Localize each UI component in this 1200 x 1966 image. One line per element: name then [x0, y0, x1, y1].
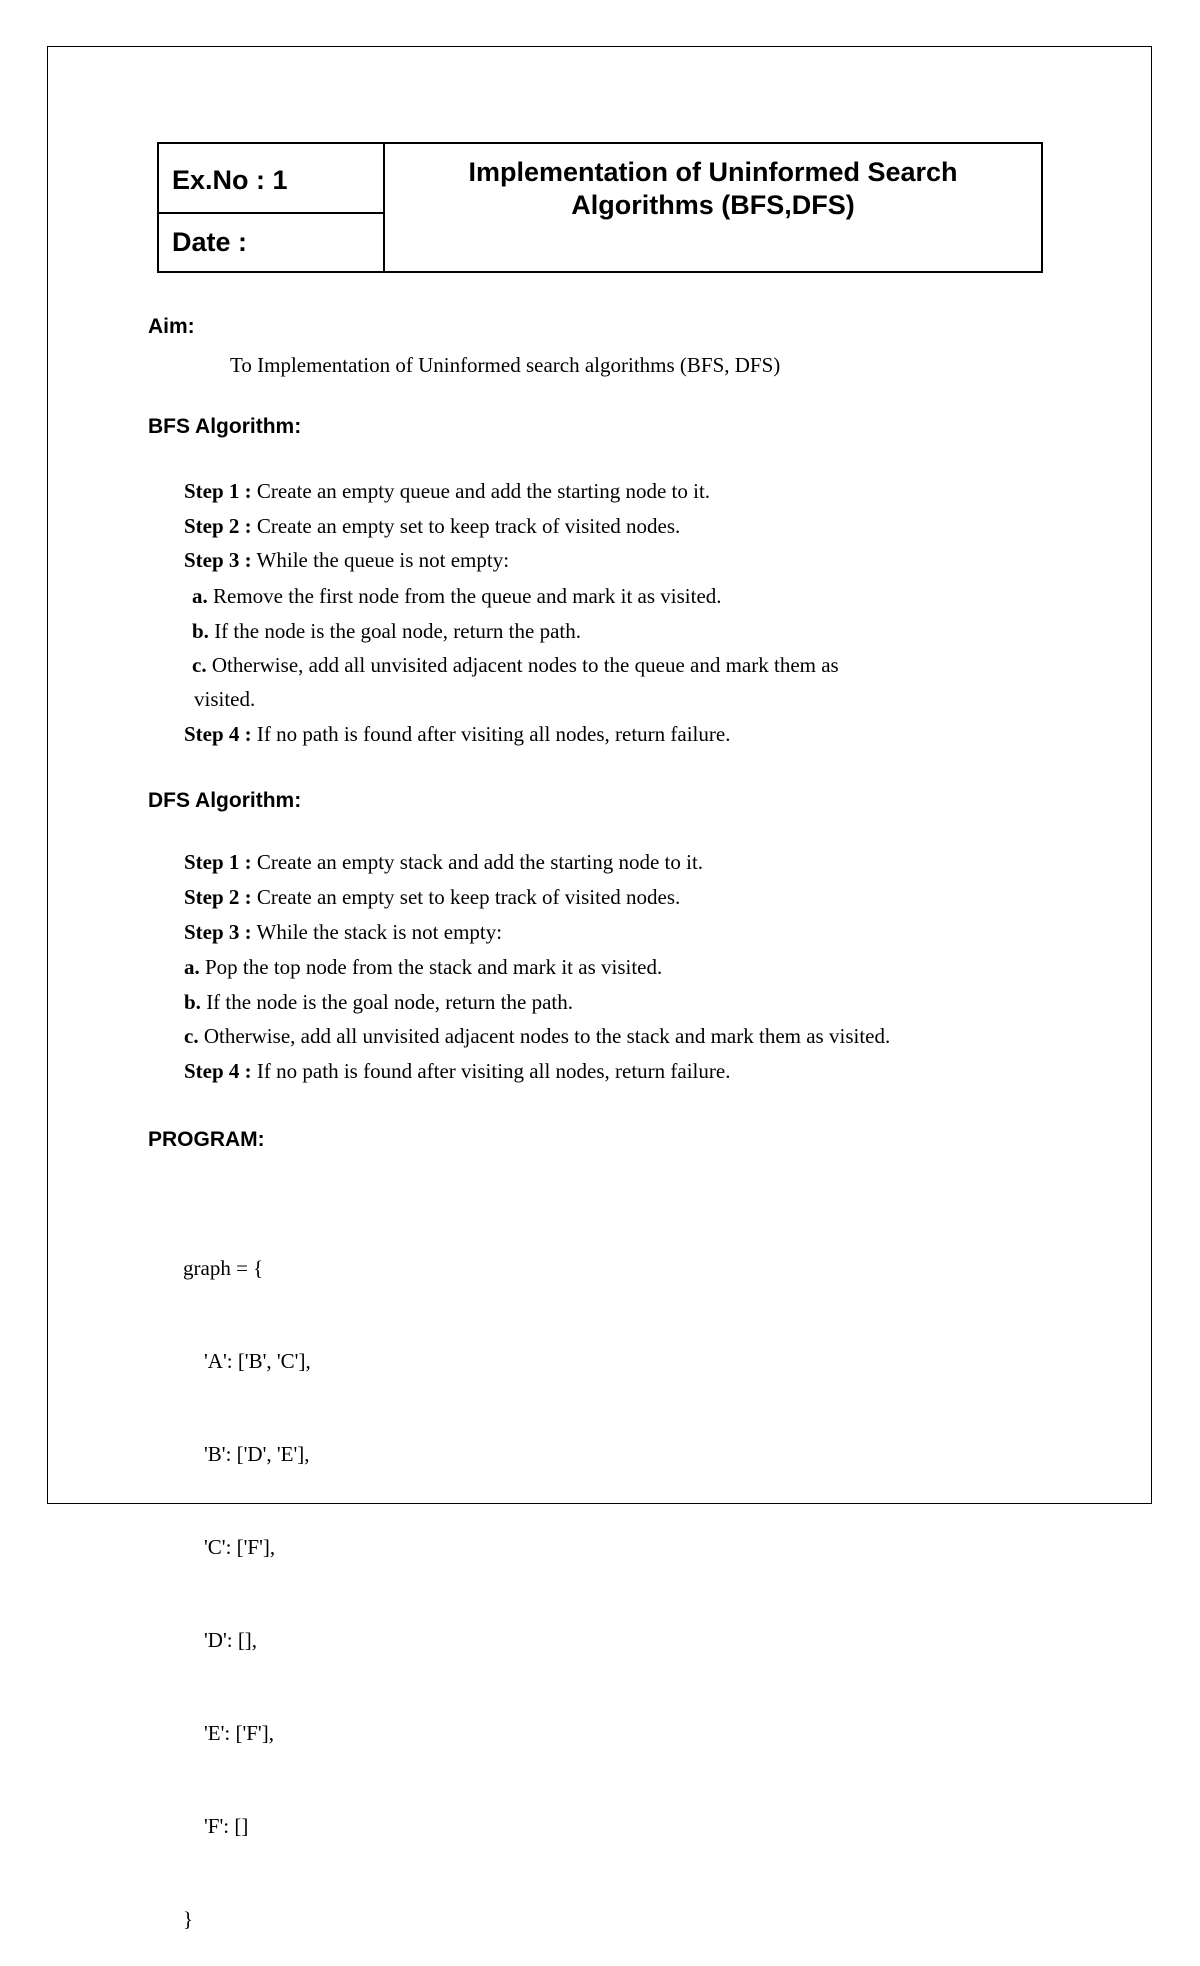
bfs-step-1-label: Step 1 :: [184, 479, 252, 503]
bfs-substep-b-text: If the node is the goal node, return the path.: [208, 619, 581, 643]
date-label: Date :: [172, 227, 248, 257]
code-line: 'F': []: [183, 1814, 249, 1838]
bfs-substep-c-label: c.: [192, 653, 207, 677]
code-line: }: [183, 1907, 194, 1931]
bfs-substep-a-text: Remove the first node from the queue and mark it as visited.: [207, 584, 722, 608]
aim-heading: Aim:: [148, 315, 195, 338]
code-line: 'E': ['F'],: [183, 1721, 274, 1745]
program-code: [183, 1191, 311, 1966]
dfs-step-2-label: Step 2 :: [184, 885, 252, 909]
bfs-step-4: [184, 722, 730, 747]
dfs-substep-b-text: If the node is the goal node, return the path.: [200, 990, 573, 1014]
dfs-step-3-text: While the stack is not empty:: [251, 920, 503, 944]
dfs-step-4-text: If no path is found after visiting all nodes, return failure.: [251, 1059, 731, 1083]
code-line: 'D': [],: [183, 1628, 258, 1652]
code-line: 'B': ['D', 'E'],: [183, 1442, 310, 1466]
dfs-substep-c: [184, 1024, 890, 1049]
dfs-step-1-label: Step 1 :: [184, 850, 252, 874]
bfs-substep-a-label: a.: [192, 584, 208, 608]
bfs-substep-b-label: b.: [192, 619, 209, 643]
header-table: [157, 142, 1043, 273]
dfs-substep-a-label: a.: [184, 955, 200, 979]
dfs-heading: DFS Algorithm:: [148, 789, 302, 812]
aim-text: To Implementation of Uninformed search algorithms (BFS, DFS): [230, 353, 781, 377]
dfs-step-3-label: Step 3 :: [184, 920, 252, 944]
bfs-substep-c-text: Otherwise, add all unvisited adjacent nodes to the queue and mark them as: [206, 653, 839, 677]
document-title-line-1: Implementation of Uninformed Search: [468, 157, 958, 187]
dfs-substep-c-text: Otherwise, add all unvisited adjacent nodes to the stack and mark them as visited.: [198, 1024, 891, 1048]
dfs-substep-a: [184, 955, 662, 980]
bfs-step-3-label: Step 3 :: [184, 548, 252, 572]
code-line: 'A': ['B', 'C'],: [183, 1349, 311, 1373]
bfs-step-4-text: If no path is found after visiting all nodes, return failure.: [251, 722, 731, 746]
document-title-line-2: Algorithms (BFS,DFS): [571, 190, 855, 220]
header-left-column: [159, 144, 385, 271]
dfs-step-1: [184, 850, 703, 875]
bfs-step-3: [184, 548, 509, 573]
program-heading: PROGRAM:: [148, 1128, 265, 1151]
exercise-number: Ex.No : 1: [159, 144, 383, 214]
bfs-substep-a: [192, 584, 722, 609]
dfs-step-4: [184, 1059, 730, 1084]
dfs-step-3: [184, 920, 502, 945]
code-line: graph = {: [183, 1256, 264, 1280]
dfs-step-4-label: Step 4 :: [184, 1059, 252, 1083]
bfs-step-4-label: Step 4 :: [184, 722, 252, 746]
bfs-substep-c: [192, 653, 839, 678]
bfs-substep-b: [192, 619, 581, 644]
document-title: [385, 144, 1041, 271]
bfs-step-1-text: Create an empty queue and add the starting node to it.: [251, 479, 711, 503]
bfs-substep-c-continued: [194, 687, 255, 712]
bfs-substep-c-cont-text: visited.: [194, 687, 256, 711]
bfs-step-2-text: Create an empty set to keep track of visited nodes.: [251, 514, 681, 538]
bfs-heading: BFS Algorithm:: [148, 415, 302, 438]
bfs-step-3-text: While the queue is not empty:: [251, 548, 510, 572]
bfs-step-2-label: Step 2 :: [184, 514, 252, 538]
dfs-substep-a-text: Pop the top node from the stack and mark it as visited.: [199, 955, 663, 979]
dfs-step-1-text: Create an empty stack and add the starting node to it.: [251, 850, 704, 874]
dfs-step-2: [184, 885, 680, 910]
bfs-step-2: [184, 514, 680, 539]
code-line: 'C': ['F'],: [183, 1535, 276, 1559]
dfs-substep-c-label: c.: [184, 1024, 199, 1048]
dfs-step-2-text: Create an empty set to keep track of visited nodes.: [251, 885, 681, 909]
dfs-substep-b: [184, 990, 573, 1015]
dfs-substep-b-label: b.: [184, 990, 201, 1014]
bfs-step-1: [184, 479, 710, 504]
